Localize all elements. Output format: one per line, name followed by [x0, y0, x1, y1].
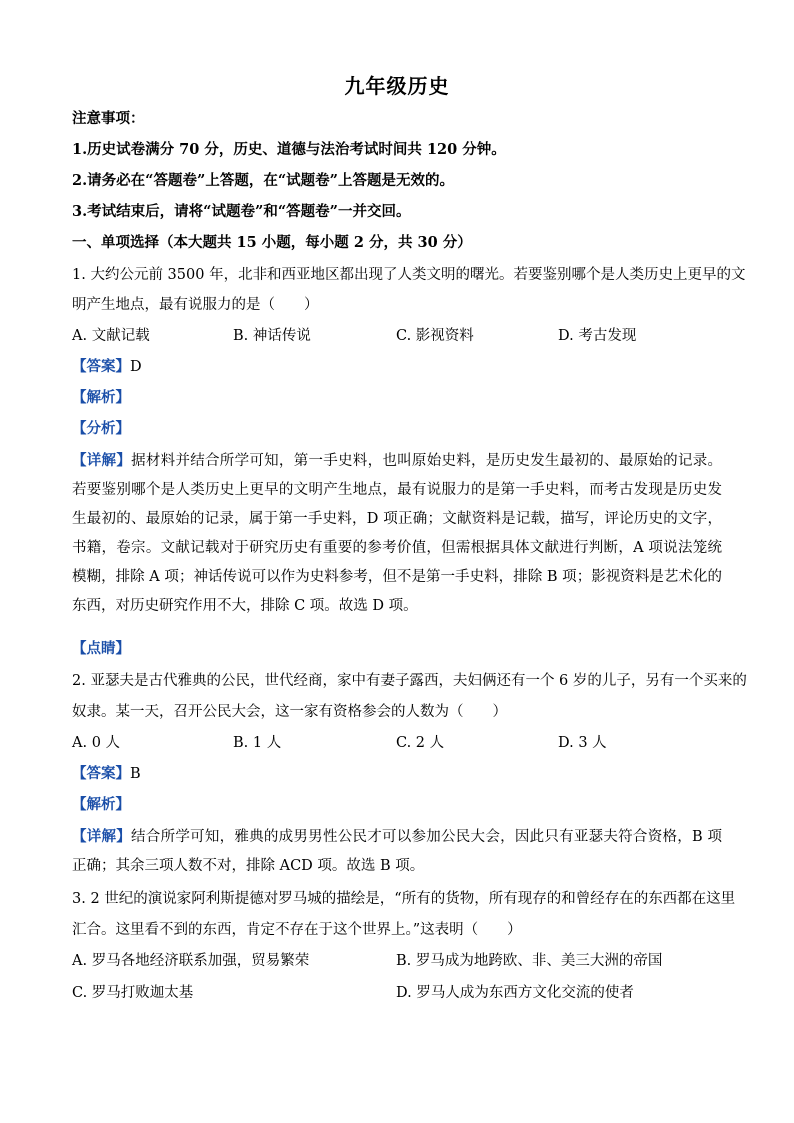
q2-answer-value: B [130, 766, 141, 782]
q2-option-c: C. 2 人 [396, 735, 445, 751]
detail-tag: 【详解】 [72, 828, 132, 845]
q2-detail-text: 结合所学可知，雅典的成男男性公民才可以参加公民大会，因此只有亚瑟夫符合资格，B 项正确；其余三项人数不对，排除 ACD 项。故选 B 项。 [72, 829, 722, 874]
q1-option-a: A. 文献记载 [72, 328, 150, 344]
q2-option-b: B. 1 人 [233, 735, 282, 751]
q1-dianjing-tag: 【点睛】 [72, 640, 130, 657]
page-title: 九年级历史 [344, 74, 450, 98]
q1-detail-text: 据材料并结合所学可知，第一手史料，也叫原始史料，是历史发生最初的、最原始的记录。若要鉴别哪个是人类历史上更早的文明产生地点，最有说服力的是第一手史料，而考古发现是历史发生最初的、最原始的记录，属于第一手史料，D 项正确；文献资料是记载，描写，评论历史的文字，书籍，卷宗。文献记载对于研究历史有重要的参考价值，但需根据具体文献进行判断，A 项说法笼统模糊，排除 A 项；神话传说可以作为史料参考，但不是第一手史料，排除 B 项；影视资料是艺术化的东西，对历史研究作用不大，排除 C 项。故选 D 项。 [72, 453, 723, 614]
q1-stem-line1: 1. 大约公元前 3500 年，北非和西亚地区都出现了人类文明的曙光。若要鉴别哪个是人类历史上更早的文 [72, 267, 746, 283]
notice-item-3: 3.考试结束后，请将“试题卷”和“答题卷”一并交回。 [72, 203, 411, 220]
q1-option-c: C. 影视资料 [396, 328, 474, 344]
answer-tag: 【答案】 [72, 765, 130, 782]
q2-answer [72, 764, 141, 784]
detail-tag: 【详解】 [72, 452, 132, 469]
q2-stem-line2: 奴隶。某一天，召开公民大会，这一家有资格参会的人数为（ ） [72, 704, 507, 720]
q1-option-b: B. 神话传说 [233, 328, 311, 344]
q2-analysis-tag: 【解析】 [72, 796, 130, 813]
q1-stem-line2: 明产生地点，最有说服力的是（ ） [72, 297, 319, 313]
q1-option-d: D. 考古发现 [558, 328, 637, 344]
q3-option-b: B. 罗马成为地跨欧、非、美三大洲的帝国 [396, 953, 663, 969]
q3-option-a: A. 罗马各地经济联系加强，贸易繁荣 [72, 953, 310, 969]
q2-option-a: A. 0 人 [72, 735, 121, 751]
notice-heading: 注意事项： [72, 110, 145, 127]
q3-option-c: C. 罗马打败迦太基 [72, 985, 194, 1001]
q3-stem-line1: 3. 2 世纪的演说家阿利斯提德对罗马城的描绘是，“所有的货物，所有现存的和曾经存在的东西都在这里 [72, 891, 736, 907]
q2-stem-line1: 2. 亚瑟夫是古代雅典的公民，世代经商，家中有妻子露西，夫妇俩还有一个 6 岁的儿子，另有一个买来的 [72, 673, 747, 689]
q1-detail [72, 446, 722, 621]
notice-item-1: 1.历史试卷满分 70 分，历史、道德与法治考试时间共 120 分钟。 [72, 141, 506, 158]
q1-answer [72, 357, 142, 377]
q2-detail [72, 822, 722, 881]
q1-analysis-tag: 【解析】 [72, 389, 130, 406]
q3-stem-line2: 汇合。这里看不到的东西，肯定不存在于这个世界上。”这表明（ ） [72, 922, 522, 938]
q1-fenxi-tag: 【分析】 [72, 420, 130, 437]
section-heading: 一、单项选择（本大题共 15 小题，每小题 2 分，共 30 分） [72, 234, 472, 251]
notice-item-2: 2.请务必在“答题卷”上答题，在“试题卷”上答题是无效的。 [72, 172, 454, 189]
q3-option-d: D. 罗马人成为东西方文化交流的使者 [396, 985, 634, 1001]
answer-tag: 【答案】 [72, 358, 130, 375]
q1-answer-value: D [130, 359, 142, 375]
q2-option-d: D. 3 人 [558, 735, 607, 751]
